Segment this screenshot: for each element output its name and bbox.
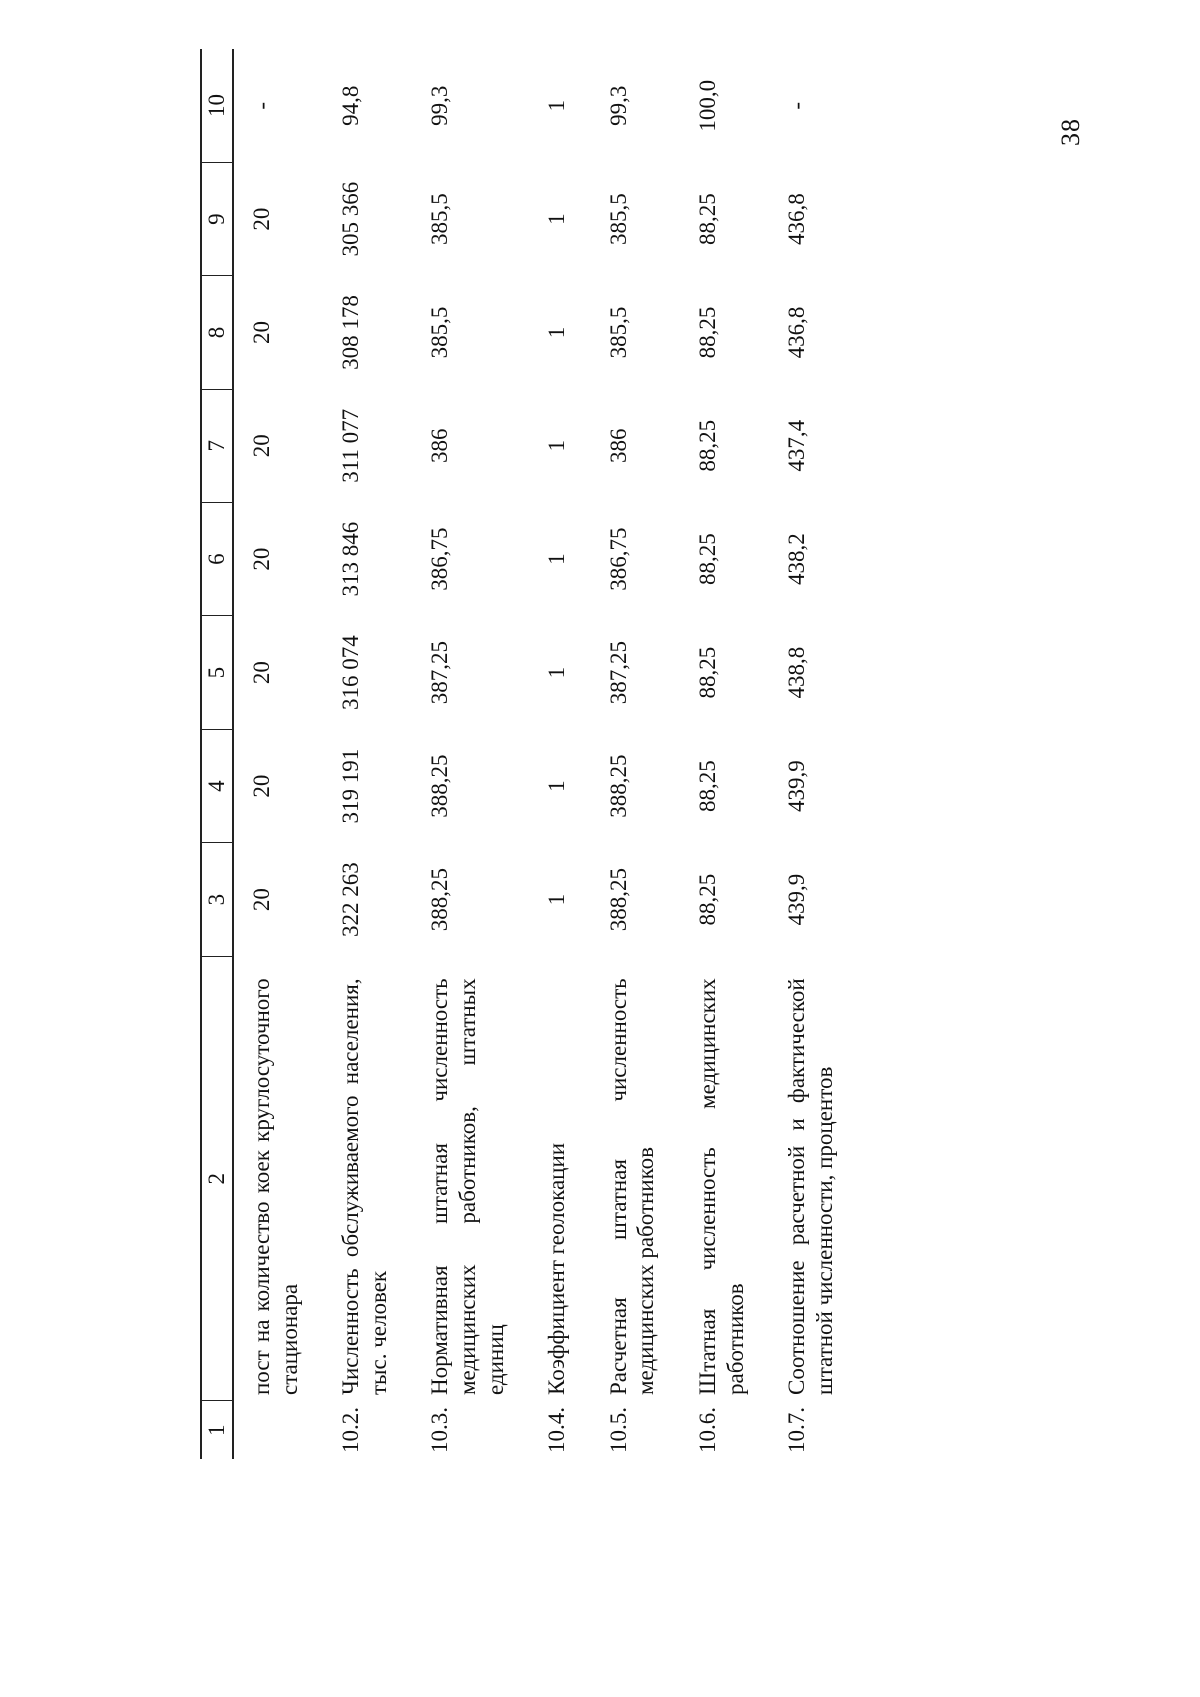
- table-cell: 386,75: [427, 527, 453, 591]
- row-number: 10.2.: [338, 1407, 364, 1453]
- table-cell: 1: [544, 780, 570, 792]
- row-number: 10.5.: [605, 1407, 631, 1453]
- table-cell: 1: [544, 99, 570, 112]
- column-header: 1: [201, 1401, 233, 1459]
- column-header: 4: [201, 729, 233, 842]
- column-header: 2: [201, 956, 233, 1401]
- table-cell: 386: [605, 428, 631, 464]
- table-cell: 1: [544, 213, 570, 225]
- table-cell: 1: [544, 440, 570, 452]
- column-header: 8: [201, 276, 233, 389]
- table-cell: 436,8: [784, 193, 810, 245]
- table-cell: 99,3: [427, 85, 453, 126]
- table-cell: 20: [249, 547, 274, 571]
- table-row: [529, 49, 591, 1459]
- table-cell: 436,8: [784, 306, 810, 359]
- table-cell: 1: [544, 553, 570, 565]
- row-label: Нормативная штатная численность медицинских работников, штатных единиц: [427, 978, 508, 1395]
- table-row: [412, 49, 529, 1459]
- table-cell: 388,25: [605, 754, 631, 818]
- row-number: [233, 1401, 323, 1459]
- table-cell: 385,5: [605, 193, 631, 245]
- table-cell: 20: [249, 661, 274, 685]
- table-cell: 437,4: [784, 419, 810, 472]
- table-cell: -: [784, 101, 810, 110]
- row-label: Соотношение расчетной и фактической штатной численности, процентов: [784, 978, 837, 1395]
- column-header: 10: [201, 49, 233, 162]
- table-cell: 386: [427, 428, 453, 464]
- table-cell: 387,25: [605, 641, 631, 705]
- table-cell: 94,8: [338, 85, 364, 126]
- table-cell: 88,25: [694, 193, 720, 245]
- table-row: [680, 49, 769, 1459]
- table-row: [233, 49, 323, 1459]
- table-cell: 20: [249, 320, 274, 344]
- table-cell: 1: [544, 326, 570, 339]
- row-label: Расчетная штатная численность медицинских работников: [605, 978, 659, 1395]
- column-header: 6: [201, 502, 233, 615]
- table-cell: 88,25: [694, 419, 720, 472]
- table-cell: 20: [249, 434, 274, 458]
- row-label: Численность обслуживаемого населения, тыс. человек: [338, 978, 391, 1395]
- table-cell: 322 263: [338, 862, 364, 937]
- row-number: 10.4.: [544, 1407, 570, 1453]
- row-number: 10.6.: [694, 1407, 720, 1453]
- row-number: 10.7.: [784, 1407, 810, 1453]
- indicator-table: [200, 49, 858, 1459]
- table-cell: 20: [249, 207, 274, 231]
- table-cell: 386,75: [605, 527, 631, 591]
- table-cell: 388,25: [427, 868, 453, 932]
- table-cell: 1: [544, 666, 570, 679]
- table-cell: 88,25: [694, 646, 720, 699]
- table-cell: 388,25: [605, 868, 631, 932]
- table-cell: 308 178: [338, 295, 364, 370]
- table-header-row: [201, 49, 233, 1459]
- table-cell: 311 077: [338, 408, 364, 483]
- table-cell: 88,25: [694, 306, 720, 359]
- table-cell: 439,9: [784, 873, 810, 926]
- table-cell: 20: [249, 888, 274, 912]
- table-cell: 305 366: [338, 181, 364, 257]
- column-header: 7: [201, 389, 233, 502]
- page-number: 38: [1056, 118, 1085, 146]
- table-cell: 438,8: [784, 646, 810, 699]
- table-row: [769, 49, 858, 1459]
- table-cell: 100,0: [694, 79, 720, 132]
- table-cell: 99,3: [605, 85, 631, 126]
- table-cell: 438,2: [784, 533, 810, 586]
- row-label: Коэффициент геолокации: [544, 1142, 570, 1395]
- table-cell: 316 074: [338, 635, 364, 711]
- table-cell: 439,9: [784, 760, 810, 813]
- table-cell: 88,25: [694, 760, 720, 813]
- table-cell: 88,25: [694, 873, 720, 926]
- table-row: [591, 49, 680, 1459]
- column-header: 3: [201, 843, 233, 956]
- table-cell: -: [249, 101, 274, 110]
- table-row: [323, 49, 412, 1459]
- table-cell: 1: [544, 893, 570, 906]
- column-header: 9: [201, 162, 233, 275]
- row-number: 10.3.: [427, 1407, 453, 1453]
- table-cell: 20: [249, 774, 274, 798]
- table-cell: 385,5: [605, 306, 631, 359]
- table-cell: 385,5: [427, 193, 453, 245]
- table-cell: 387,25: [427, 641, 453, 705]
- table-cell: 319 191: [338, 748, 364, 824]
- table-cell: 88,25: [694, 533, 720, 586]
- table-cell: 385,5: [427, 306, 453, 359]
- column-header: 5: [201, 616, 233, 729]
- row-label: Штатная численность медицинских работников: [694, 978, 748, 1395]
- table-cell: 388,25: [427, 754, 453, 818]
- table-cell: 313 846: [338, 521, 364, 597]
- row-label: пост на количество коек круглосуточного стационара: [249, 978, 302, 1395]
